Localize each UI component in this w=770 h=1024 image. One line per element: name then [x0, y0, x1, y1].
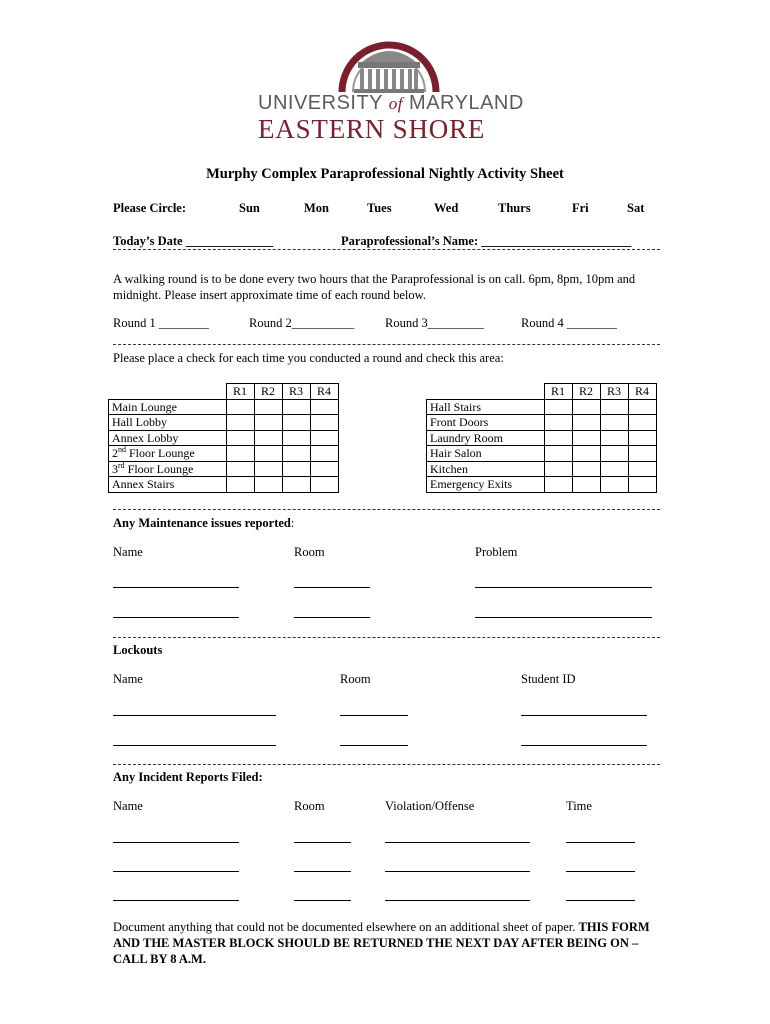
footer-note-text: Document anything that could not be documented elsewhere on an additional sheet of paper.	[113, 920, 579, 934]
check-cell[interactable]	[254, 446, 282, 462]
incident-name-line[interactable]	[113, 842, 239, 843]
check-cell[interactable]	[628, 415, 656, 431]
header-r2: R2	[572, 384, 600, 400]
maintenance-problem-line[interactable]	[475, 617, 652, 618]
maintenance-col-name: Name	[113, 545, 143, 559]
instructions: A walking round is to be done every two hours that the Paraprofessional is on call. 6pm, 8pm, 10pm and midnight. Please insert approximate time of each round below.	[113, 272, 636, 302]
day-thurs[interactable]: Thurs	[498, 201, 531, 215]
lockouts-student-id-line[interactable]	[521, 745, 647, 746]
rounds-table-right	[426, 383, 657, 493]
check-cell[interactable]	[282, 430, 310, 446]
check-cell[interactable]	[282, 461, 310, 477]
incidents-col-name: Name	[113, 799, 143, 813]
table-row	[109, 430, 339, 446]
logo-of: of	[388, 94, 403, 113]
maintenance-col-room: Room	[294, 545, 325, 559]
table-row	[427, 446, 657, 462]
incident-room-line[interactable]	[294, 842, 351, 843]
ordinal-suffix: nd	[118, 445, 126, 455]
lockouts-student-id-line[interactable]	[521, 715, 647, 716]
check-cell[interactable]	[226, 430, 254, 446]
check-cell[interactable]	[628, 399, 656, 415]
day-wed[interactable]: Wed	[434, 201, 459, 215]
header-r1: R1	[544, 384, 572, 400]
check-cell[interactable]	[254, 415, 282, 431]
lockouts-col-student-id: Student ID	[521, 672, 576, 686]
table-row	[109, 399, 339, 415]
check-cell[interactable]	[628, 461, 656, 477]
check-cell[interactable]	[544, 461, 572, 477]
incident-time-line[interactable]	[566, 871, 635, 872]
page-title: Murphy Complex Paraprofessional Nightly Activity Sheet	[206, 166, 564, 182]
logo-university: UNIVERSITY	[258, 92, 383, 114]
table-row	[427, 430, 657, 446]
divider	[113, 637, 660, 638]
check-cell[interactable]	[600, 399, 628, 415]
divider	[113, 764, 660, 765]
check-cell[interactable]	[226, 477, 254, 493]
area-label: Annex Lobby	[109, 430, 227, 446]
table-row	[109, 415, 339, 431]
round-4-field[interactable]: Round 4 ________	[521, 316, 617, 330]
area-label: Hall Stairs	[427, 399, 545, 415]
lockouts-name-line[interactable]	[113, 715, 276, 716]
check-cell[interactable]	[310, 399, 338, 415]
area-label: Front Doors	[427, 415, 545, 431]
incidents-heading: Any Incident Reports Filed:	[113, 770, 263, 784]
check-cell[interactable]	[572, 461, 600, 477]
check-cell[interactable]	[600, 446, 628, 462]
logo-line-2: EASTERN SHORE	[258, 114, 486, 144]
ordinal-number: 2	[112, 446, 118, 461]
check-cell[interactable]	[282, 399, 310, 415]
table-row	[427, 415, 657, 431]
todays-date-field[interactable]: Today’s Date ______________	[113, 234, 274, 248]
check-cell[interactable]	[254, 399, 282, 415]
header-r2: R2	[254, 384, 282, 400]
header-r4: R4	[628, 384, 656, 400]
day-sun[interactable]: Sun	[239, 201, 260, 215]
maintenance-heading	[113, 516, 294, 531]
table-row	[427, 399, 657, 415]
check-cell[interactable]	[310, 415, 338, 431]
lockouts-room-line[interactable]	[340, 715, 408, 716]
incident-room-line[interactable]	[294, 871, 351, 872]
area-label: Annex Stairs	[109, 477, 227, 493]
check-cell[interactable]	[572, 399, 600, 415]
table-row	[109, 461, 339, 477]
check-cell[interactable]	[600, 477, 628, 493]
check-cell[interactable]	[310, 430, 338, 446]
header-r4: R4	[310, 384, 338, 400]
ordinal-number: 3	[112, 461, 118, 476]
check-cell[interactable]	[254, 477, 282, 493]
footer-note	[113, 919, 658, 967]
check-cell[interactable]	[544, 415, 572, 431]
check-cell[interactable]	[544, 477, 572, 493]
maintenance-room-line[interactable]	[294, 617, 370, 618]
check-cell[interactable]	[282, 415, 310, 431]
incident-name-line[interactable]	[113, 900, 239, 901]
check-cell[interactable]	[600, 415, 628, 431]
area-label: Hair Salon	[427, 446, 545, 462]
check-cell[interactable]	[310, 461, 338, 477]
logo-maryland: MARYLAND	[409, 92, 524, 114]
area-label	[109, 461, 227, 477]
day-mon[interactable]: Mon	[304, 201, 329, 215]
table-row	[109, 477, 339, 493]
area-label: Laundry Room	[427, 430, 545, 446]
check-cell[interactable]	[282, 477, 310, 493]
table-row	[109, 446, 339, 462]
header-r3: R3	[282, 384, 310, 400]
check-cell[interactable]	[544, 430, 572, 446]
incident-time-line[interactable]	[566, 900, 635, 901]
maintenance-room-line[interactable]	[294, 587, 370, 588]
university-logo	[258, 14, 524, 144]
check-instruction: Please place a check for each time you conducted a round and check this area:	[113, 351, 504, 365]
check-cell[interactable]	[628, 430, 656, 446]
check-cell[interactable]	[254, 430, 282, 446]
maintenance-name-line[interactable]	[113, 587, 239, 588]
maintenance-col-problem: Problem	[475, 545, 518, 559]
day-fri[interactable]: Fri	[572, 201, 589, 215]
header-r3: R3	[600, 384, 628, 400]
ordinal-suffix: rd	[118, 460, 125, 470]
incident-violation-line[interactable]	[385, 871, 530, 872]
check-cell[interactable]	[226, 446, 254, 462]
divider	[113, 249, 660, 250]
day-tues[interactable]: Tues	[367, 201, 392, 215]
area-text: Floor Lounge	[127, 461, 194, 476]
round-2-field[interactable]: Round 2__________	[249, 316, 355, 330]
incidents-col-time: Time	[566, 799, 592, 813]
incidents-col-room: Room	[294, 799, 325, 813]
paraprofessional-name-field[interactable]: Paraprofessional’s Name: ________________________	[341, 234, 632, 248]
check-cell[interactable]	[572, 477, 600, 493]
check-cell[interactable]	[572, 446, 600, 462]
check-cell[interactable]	[226, 415, 254, 431]
check-cell[interactable]	[600, 430, 628, 446]
incident-time-line[interactable]	[566, 842, 635, 843]
incident-room-line[interactable]	[294, 900, 351, 901]
table-row	[427, 461, 657, 477]
check-cell[interactable]	[544, 399, 572, 415]
lockouts-name-line[interactable]	[113, 745, 276, 746]
logo-line-1	[258, 92, 524, 115]
check-cell[interactable]	[254, 461, 282, 477]
check-cell[interactable]	[600, 461, 628, 477]
check-cell[interactable]	[572, 415, 600, 431]
round-3-field[interactable]: Round 3_________	[385, 316, 484, 330]
round-1-field[interactable]: Round 1 ________	[113, 316, 209, 330]
maintenance-problem-line[interactable]	[475, 587, 652, 588]
check-cell[interactable]	[544, 446, 572, 462]
check-cell[interactable]	[572, 430, 600, 446]
day-sat[interactable]: Sat	[627, 201, 645, 215]
header-r1: R1	[226, 384, 254, 400]
area-label: Main Lounge	[109, 399, 227, 415]
incidents-col-violation: Violation/Offense	[385, 799, 475, 813]
maintenance-heading-text: Any Maintenance issues reported	[113, 516, 291, 530]
area-label: Emergency Exits	[427, 477, 545, 493]
check-cell[interactable]	[628, 477, 656, 493]
dome-emblem-icon	[258, 14, 520, 94]
maintenance-colon: :	[290, 516, 295, 530]
area-label: Hall Lobby	[109, 415, 227, 431]
divider	[113, 509, 660, 510]
check-cell[interactable]	[628, 446, 656, 462]
lockouts-heading: Lockouts	[113, 643, 163, 657]
area-label: Kitchen	[427, 461, 545, 477]
check-cell[interactable]	[226, 399, 254, 415]
table-row	[427, 477, 657, 493]
incident-violation-line[interactable]	[385, 900, 530, 901]
maintenance-name-line[interactable]	[113, 617, 239, 618]
lockouts-col-name: Name	[113, 672, 143, 686]
check-cell[interactable]	[226, 461, 254, 477]
lockouts-room-line[interactable]	[340, 745, 408, 746]
incident-violation-line[interactable]	[385, 842, 530, 843]
check-cell[interactable]	[310, 446, 338, 462]
circle-label: Please Circle:	[113, 201, 186, 215]
divider	[113, 344, 660, 345]
area-text: Floor Lounge	[129, 446, 195, 461]
check-cell[interactable]	[282, 446, 310, 462]
rounds-table-left	[108, 383, 339, 493]
lockouts-col-room: Room	[340, 672, 371, 686]
area-label	[109, 446, 227, 462]
footer-note-bold: THIS FORM AND THE MASTER BLOCK SHOULD BE RETURNED THE NEXT DAY AFTER BEING ON – CALL BY 8 A.M.	[113, 920, 650, 966]
incident-name-line[interactable]	[113, 871, 239, 872]
check-cell[interactable]	[310, 477, 338, 493]
